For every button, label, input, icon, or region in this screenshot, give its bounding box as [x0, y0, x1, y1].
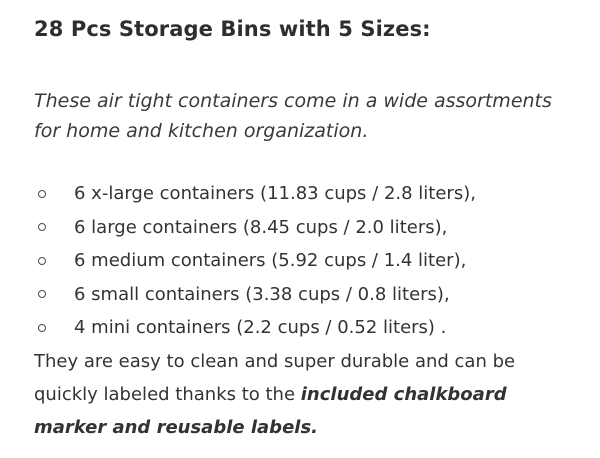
list-item [34, 311, 580, 345]
list-item [34, 278, 580, 312]
section-title: 28 Pcs Storage Bins with 5 Sizes: [34, 17, 431, 41]
hollow-circle-icon [38, 324, 46, 332]
list-item [34, 211, 580, 245]
list-item-text: 6 medium containers (5.92 cups / 1.4 liter), [74, 250, 467, 271]
closing-emphasis: included chalkboard marker and reusable labels. [34, 383, 507, 438]
hollow-circle-icon [38, 223, 46, 231]
list-item [34, 244, 580, 278]
list-item [34, 177, 580, 211]
list-item-text: 6 large containers (8.45 cups / 2.0 liters), [74, 216, 448, 238]
size-list [34, 177, 580, 345]
hollow-circle-icon [38, 190, 46, 198]
closing-text: They are easy to clean and super durable and can be quickly labeled thanks to the [34, 350, 516, 405]
hollow-circle-icon [38, 257, 46, 265]
list-item-text: 6 small containers (3.38 cups / 0.8 liters), [74, 283, 450, 305]
list-item-text: 6 x-large containers (11.83 cups / 2.8 liters), [74, 183, 476, 204]
hollow-circle-icon [38, 290, 46, 298]
intro-text: These air tight containers come in a wide assortments for home and kitchen organization. [34, 90, 552, 142]
closing-paragraph [34, 345, 584, 444]
list-item-text: 4 mini containers (2.2 cups / 0.52 liters) . [74, 317, 447, 338]
